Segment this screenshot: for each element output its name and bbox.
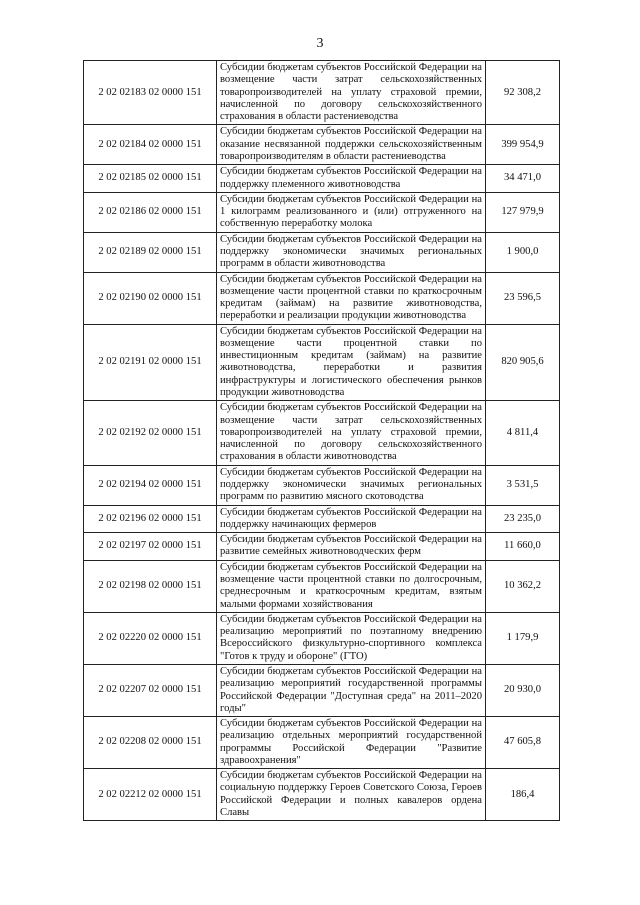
code-cell: 2 02 02207 02 0000 151: [84, 664, 217, 716]
table-row: [84, 560, 560, 612]
budget-table: [83, 60, 560, 821]
table-row: [84, 272, 560, 324]
table-row: [84, 192, 560, 232]
amount-cell: 186,4: [486, 769, 560, 821]
table-row: [84, 612, 560, 664]
description-cell: Субсидии бюджетам субъектов Российской Федерации на поддержку начинающих фермеров: [217, 505, 486, 533]
description-cell: Субсидии бюджетам субъектов Российской Федерации на социальную поддержку Героев Советского Союза, Героев Российской Федерации и полных кавалеров ордена Славы: [217, 769, 486, 821]
amount-cell: 23 596,5: [486, 272, 560, 324]
description-cell: Субсидии бюджетам субъектов Российской Федерации на возмещение части процентной ставки по краткосрочным кредитам (займам) на развитие животноводства, переработки и реализации продукции животноводства: [217, 272, 486, 324]
amount-cell: 399 954,9: [486, 125, 560, 165]
table-row: [84, 664, 560, 716]
code-cell: 2 02 02185 02 0000 151: [84, 165, 217, 193]
description-cell: Субсидии бюджетам субъектов Российской Федерации на 1 килограмм реализованного и (или) отгруженного на собственную переработку молока: [217, 192, 486, 232]
description-cell: Субсидии бюджетам субъектов Российской Федерации на поддержку экономически значимых региональных программ в области животноводства: [217, 232, 486, 272]
description-cell: Субсидии бюджетам субъектов Российской Федерации на возмещение части затрат сельскохозяйственных товаропроизводителей на уплату страховой премии, начисленной по договору сельскохозяйственного страхования в области растениеводства: [217, 61, 486, 125]
table-row: [84, 125, 560, 165]
table-body: [84, 61, 560, 821]
code-cell: 2 02 02208 02 0000 151: [84, 717, 217, 769]
table-row: [84, 533, 560, 561]
code-cell: 2 02 02186 02 0000 151: [84, 192, 217, 232]
amount-cell: 1 179,9: [486, 612, 560, 664]
description-cell: Субсидии бюджетам субъектов Российской Федерации на возмещение части процентной ставки по инвестиционным кредитам (займам) на развитие животноводства, переработки и развития инфраструктуры и логистического обеспечения рынков продукции животноводства: [217, 324, 486, 401]
amount-cell: 92 308,2: [486, 61, 560, 125]
amount-cell: 47 605,8: [486, 717, 560, 769]
code-cell: 2 02 02198 02 0000 151: [84, 560, 217, 612]
code-cell: 2 02 02190 02 0000 151: [84, 272, 217, 324]
description-cell: Субсидии бюджетам субъектов Российской Федерации на возмещение части процентной ставки по долгосрочным, среднесрочным и краткосрочным кредитам, взятым малыми формами хозяйствования: [217, 560, 486, 612]
table-row: [84, 401, 560, 465]
page-number: 3: [316, 36, 324, 51]
amount-cell: 20 930,0: [486, 664, 560, 716]
table-row: [84, 717, 560, 769]
code-cell: 2 02 02191 02 0000 151: [84, 324, 217, 401]
amount-cell: 4 811,4: [486, 401, 560, 465]
code-cell: 2 02 02212 02 0000 151: [84, 769, 217, 821]
description-cell: Субсидии бюджетам субъектов Российской Федерации на поддержку экономически значимых региональных программ по развитию мясного скотоводства: [217, 465, 486, 505]
amount-cell: 34 471,0: [486, 165, 560, 193]
code-cell: 2 02 02192 02 0000 151: [84, 401, 217, 465]
table-row: [84, 165, 560, 193]
table-row: [84, 61, 560, 125]
description-cell: Субсидии бюджетам субъектов Российской Федерации на возмещение части затрат сельскохозяйственных товаропроизводителей на уплату страховой премии, начисленной по договору сельскохозяйственного страхования в области животноводства: [217, 401, 486, 465]
table-row: [84, 769, 560, 821]
code-cell: 2 02 02189 02 0000 151: [84, 232, 217, 272]
table-row: [84, 324, 560, 401]
amount-cell: 11 660,0: [486, 533, 560, 561]
amount-cell: 820 905,6: [486, 324, 560, 401]
code-cell: 2 02 02183 02 0000 151: [84, 61, 217, 125]
code-cell: 2 02 02220 02 0000 151: [84, 612, 217, 664]
code-cell: 2 02 02194 02 0000 151: [84, 465, 217, 505]
code-cell: 2 02 02184 02 0000 151: [84, 125, 217, 165]
description-cell: Субсидии бюджетам субъектов Российской Федерации на реализацию мероприятий по поэтапному внедрению Всероссийского физкультурно-спортивного комплекса "Готов к труду и обороне" (ГТО): [217, 612, 486, 664]
table-row: [84, 232, 560, 272]
description-cell: Субсидии бюджетам субъектов Российской Федерации на реализацию отдельных мероприятий государственной программы Российской Федерации "Развитие здравоохранения": [217, 717, 486, 769]
description-cell: Субсидии бюджетам субъектов Российской Федерации на реализацию мероприятий государственной программы Российской Федерации "Доступная среда" на 2011–2020 годы": [217, 664, 486, 716]
description-cell: Субсидии бюджетам субъектов Российской Федерации на оказание несвязанной поддержки сельскохозяйственным товаропроизводителям в области растениеводства: [217, 125, 486, 165]
amount-cell: 3 531,5: [486, 465, 560, 505]
description-cell: Субсидии бюджетам субъектов Российской Федерации на поддержку племенного животноводства: [217, 165, 486, 193]
amount-cell: 23 235,0: [486, 505, 560, 533]
amount-cell: 10 362,2: [486, 560, 560, 612]
amount-cell: 127 979,9: [486, 192, 560, 232]
code-cell: 2 02 02196 02 0000 151: [84, 505, 217, 533]
amount-cell: 1 900,0: [486, 232, 560, 272]
table-row: [84, 465, 560, 505]
table-row: [84, 505, 560, 533]
code-cell: 2 02 02197 02 0000 151: [84, 533, 217, 561]
description-cell: Субсидии бюджетам субъектов Российской Федерации на развитие семейных животноводческих ферм: [217, 533, 486, 561]
